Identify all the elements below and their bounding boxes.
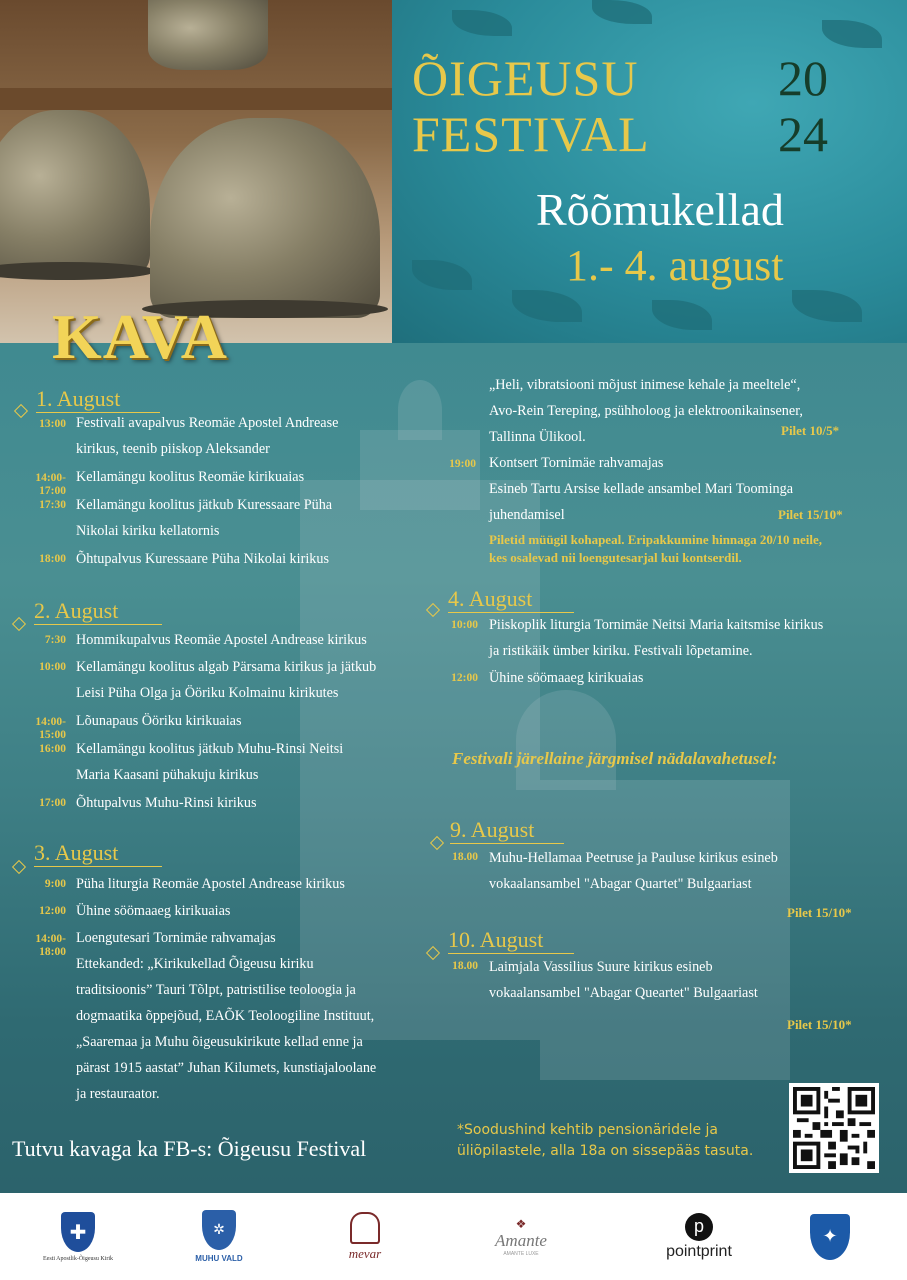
- small-bell: [148, 0, 268, 70]
- diamond-icon: [14, 404, 28, 418]
- event-text: [76, 627, 367, 653]
- price-label: Pilet 15/10*: [787, 1017, 852, 1032]
- price-label: Pilet 10/5*: [781, 423, 840, 438]
- pointprint-mark-icon: p: [685, 1213, 713, 1241]
- time: 18:00: [39, 946, 66, 958]
- diamond-icon: [12, 617, 26, 631]
- event-line: Maria Kaasani pühakuju kirikus: [76, 767, 259, 783]
- event-text: [489, 450, 793, 528]
- amante-caption: Amante: [495, 1230, 547, 1250]
- festival-dates: 1.- 4. august: [566, 241, 784, 290]
- right-bell: [150, 118, 380, 318]
- time: 15:00: [39, 729, 66, 741]
- pointprint-caption: pointprint: [666, 1242, 732, 1260]
- event-line: Nikolai kiriku kellatornis: [76, 523, 220, 539]
- event-line: Esineb Tartu Arsise kellade ansambel Mari Toominga: [489, 481, 794, 497]
- bells-photo: [0, 0, 392, 343]
- event-text: [76, 410, 338, 462]
- event-line: ja restauraator.: [76, 1086, 160, 1102]
- event-text: [76, 871, 345, 897]
- mevar-caption: mevar: [348, 1245, 382, 1261]
- amante-logo[interactable]: [476, 1193, 566, 1280]
- event-line: Kellamängu koolitus jätkub Kuressaare Püha: [76, 497, 333, 513]
- leaf-decoration: [822, 20, 882, 48]
- event-text: [76, 790, 257, 816]
- event-text: [76, 654, 376, 706]
- event-text: [489, 665, 643, 691]
- day-heading-2: 2. August: [34, 598, 162, 625]
- pointprint-logo[interactable]: [654, 1193, 744, 1280]
- leaf-decoration: [452, 10, 512, 36]
- event-line: Õhtupalvus Muhu-Rinsi kirikus: [76, 795, 257, 811]
- after-wave-heading: Festivali järellaine järgmisel nädalavahetusel:: [452, 749, 778, 768]
- wooden-beam: [0, 88, 392, 110]
- left-bell: [0, 110, 150, 275]
- event-line: ja ristikäik ümber kiriku. Festivali lõpetamine.: [489, 643, 753, 659]
- event-line: vokaalansambel "Abagar Quartet" Bulgaariast: [489, 876, 752, 892]
- event-line: Laimjala Vassilius Suure kirikus esineb: [489, 959, 713, 975]
- day-heading-4: 4. August: [448, 586, 574, 613]
- discount-line: *Soodushind kehtib pensionäridele ja: [457, 1122, 718, 1138]
- time: 7:30: [44, 634, 66, 646]
- muhu-logo[interactable]: [184, 1193, 254, 1280]
- time: 17:00: [39, 797, 66, 809]
- event-line: Lõunapaus Ööriku kirikuaias: [76, 713, 242, 729]
- church-nave: [540, 780, 790, 1080]
- event-line: Kontsert Tornimäe rahvamajas: [489, 455, 664, 471]
- price-label: Pilet 15/10*: [787, 905, 852, 920]
- day-heading-3: 3. August: [34, 840, 162, 867]
- church-dome: [516, 690, 616, 790]
- time: 14:00-: [35, 933, 66, 945]
- mevar-emblem-icon: [350, 1212, 380, 1244]
- festival-subtitle: Rõõmukellad: [536, 184, 784, 235]
- event-text: [76, 736, 343, 788]
- time: 14:00-: [35, 472, 66, 484]
- leaf-decoration: [652, 300, 712, 330]
- program-title: KAVA: [52, 301, 228, 372]
- event-line: dogmaatika õppejõud, EAÕK Teoloogiline Instituut,: [76, 1008, 375, 1024]
- day-heading-9: 9. August: [450, 817, 564, 844]
- price-label: Pilet 15/10*: [778, 507, 843, 522]
- event-line: Kellamängu koolitus Reomäe kirikuaias: [76, 469, 305, 485]
- event-text: [489, 612, 823, 664]
- time: 12:00: [451, 672, 478, 684]
- event-line: Õhtupalvus Kuressaare Püha Nikolai kirikus: [76, 551, 329, 567]
- event-text: [76, 546, 329, 572]
- leaf-decoration: [512, 290, 582, 322]
- event-line: pärast 1915 aastat” Juhan Kilumets, kunstiajaloolane: [76, 1060, 377, 1076]
- leaf-decoration: [792, 290, 862, 322]
- event-text: [76, 898, 230, 924]
- event-line: Tallinna Ülikool.: [489, 429, 586, 445]
- ticket-note: [489, 531, 822, 567]
- diamond-icon: [12, 860, 26, 874]
- time: 13:00: [39, 418, 66, 430]
- day-heading-1: 1. August: [36, 386, 160, 413]
- event-line: kirikus, teenib piiskop Aleksander: [76, 441, 270, 457]
- event-line: traditsioonis” Tauri Tõlpt, patristilise teoloogia ja: [76, 982, 356, 998]
- year-top: 20: [778, 50, 828, 106]
- event-line: Muhu-Hellamaa Peetruse ja Pauluse kirikus esineb: [489, 850, 778, 866]
- church-caption: Eesti Apostlik-Õigeusu Kirik: [43, 1255, 113, 1262]
- event-text: [489, 845, 778, 897]
- discount-line: üliõpilastele, alla 18a on sissepääs tasuta.: [457, 1143, 754, 1159]
- festival-title: [412, 50, 650, 162]
- event-line: Avo-Rein Tereping, psühholoog ja elektroonikainsener,: [489, 403, 803, 419]
- event-line: „Heli, vibratsiooni mõjust inimese kehale ja meeltele“,: [489, 377, 801, 393]
- discount-note: [457, 1120, 753, 1162]
- event-text: [76, 925, 376, 1107]
- note-line: kes osalevad nii loengutesarjal kui kontserdil.: [489, 550, 742, 565]
- time: 19:00: [449, 458, 476, 470]
- qr-code[interactable]: [789, 1083, 879, 1173]
- festival-year: [778, 50, 828, 162]
- event-line: „Saaremaa ja Muhu õigeusukirikute kellad enne ja: [76, 1034, 363, 1050]
- time: 14:00-: [35, 716, 66, 728]
- event-line: vokaalansambel "Abagar Queartet" Bulgaariast: [489, 985, 758, 1001]
- event-line: Püha liturgia Reomäe Apostel Andrease kirikus: [76, 876, 345, 892]
- qr-pattern: [793, 1087, 875, 1169]
- time: 10:00: [39, 661, 66, 673]
- event-line: Ühine söömaaeg kirikuaias: [76, 903, 231, 919]
- event-line: Festivali avapalvus Reomäe Apostel Andrease: [76, 415, 339, 431]
- amante-subcaption: AMANTE LUXE: [503, 1250, 539, 1257]
- time: 18:00: [39, 553, 66, 565]
- sponsor-footer: [0, 1193, 907, 1280]
- event-line: Leisi Püha Olga ja Ööriku Kolmainu kirikutes: [76, 685, 339, 701]
- leaf-decoration: [592, 0, 652, 24]
- day-heading-10: 10. August: [448, 927, 574, 954]
- event-line: Loengutesari Tornimäe rahvamajas: [76, 930, 276, 946]
- church-logo[interactable]: [38, 1193, 118, 1280]
- mevar-logo[interactable]: [330, 1193, 400, 1280]
- title-line2: FESTIVAL: [412, 106, 650, 162]
- note-line: Piletid müügil kohapeal. Eripakkumine hinnaga 20/10 neile,: [489, 532, 823, 547]
- time: 18.00: [452, 851, 478, 863]
- year-bottom: 24: [778, 106, 828, 162]
- event-line: Hommikupalvus Reomäe Apostel Andrease kirikus: [76, 632, 367, 648]
- time: 17:00: [39, 485, 66, 497]
- time: 17:30: [39, 499, 66, 511]
- time: 9:00: [44, 878, 66, 890]
- church-tower: [360, 430, 480, 510]
- event-text: [76, 708, 241, 734]
- event-text: [76, 464, 304, 490]
- event-line: Ettekanded: „Kirikukellad Õigeusu kiriku: [76, 956, 314, 972]
- event-line: juhendamisel: [489, 507, 565, 523]
- muhu-shield-icon: ✲: [202, 1210, 236, 1250]
- event-line: Ühine söömaaeg kirikuaias: [489, 670, 644, 686]
- lecture-continuation: [489, 372, 803, 450]
- event-line: Kellamängu koolitus jätkub Muhu-Rinsi Neitsi: [76, 741, 344, 757]
- title-line1: ÕIGEUSU: [412, 50, 639, 106]
- time: 12:00: [39, 905, 66, 917]
- church-spire: [398, 380, 442, 440]
- time: 10:00: [451, 619, 478, 631]
- event-text: [76, 492, 332, 544]
- church-shield-icon: ✚: [61, 1212, 95, 1252]
- facebook-line: Tutvu kavaga ka FB-s: Õigeusu Festival: [12, 1136, 367, 1161]
- regional-crest-logo[interactable]: [800, 1193, 860, 1280]
- time: 18.00: [452, 960, 478, 972]
- event-text: [489, 954, 758, 1006]
- event-line: Kellamängu koolitus algab Pärsama kirikus ja jätkub: [76, 659, 377, 675]
- time: 16:00: [39, 743, 66, 755]
- event-line: Piiskoplik liturgia Tornimäe Neitsi Maria kaitsmise kirikus: [489, 617, 824, 633]
- left-bell-lip: [0, 262, 155, 280]
- leaf-decoration: [412, 260, 472, 290]
- amante-ornament-icon: ❖: [515, 1216, 527, 1231]
- crest-shield-icon: ✦: [810, 1214, 850, 1260]
- muhu-caption: MUHU VALD: [195, 1254, 243, 1263]
